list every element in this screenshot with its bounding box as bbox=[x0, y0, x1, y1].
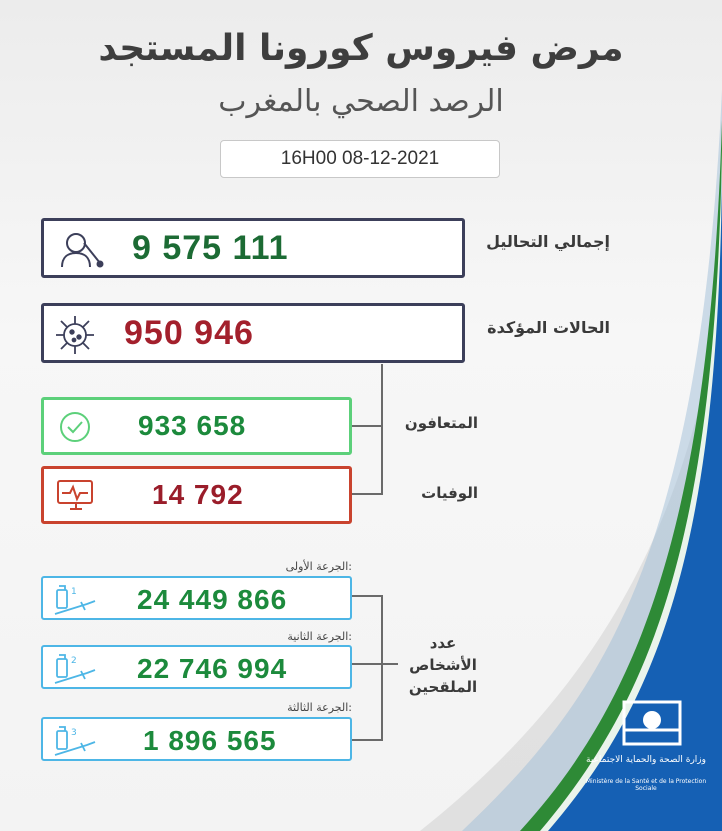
dose1-number: 1 bbox=[71, 587, 77, 597]
confirmed-value: 950 946 bbox=[124, 314, 254, 352]
heart-monitor-icon bbox=[56, 479, 96, 515]
tests-card bbox=[41, 218, 465, 278]
page-subtitle: الرصد الصحي بالمغرب bbox=[218, 84, 504, 119]
test-swab-icon bbox=[54, 227, 104, 271]
dose2-value: 22 746 994 bbox=[137, 653, 288, 684]
tests-label: إجمالي التحاليل bbox=[486, 232, 610, 251]
dose1-label: الجرعة الأولى: bbox=[285, 560, 352, 573]
recovered-value: 933 658 bbox=[138, 410, 247, 441]
dose2-label: الجرعة الثانية: bbox=[287, 630, 352, 643]
vaccinated-group-label: عدد الأشخاص الملقحين bbox=[408, 634, 478, 696]
ministry-name-ar: وزارة الصحة والحماية الاجتماعية bbox=[586, 755, 706, 765]
dose3-card bbox=[41, 717, 352, 761]
virus-icon bbox=[52, 312, 98, 358]
dose1-card bbox=[41, 576, 352, 620]
tests-value: 9 575 111 bbox=[132, 229, 289, 267]
date-badge: 16H00 08-12-2021 bbox=[220, 140, 500, 178]
dose1-value: 24 449 866 bbox=[137, 584, 288, 615]
dose3-label: الجرعة الثالثة: bbox=[287, 701, 352, 714]
vaccine-vial-icon bbox=[51, 723, 101, 759]
vaccine-vial-icon bbox=[51, 582, 101, 618]
ministry-name-fr: Ministère de la Santé et de la Protection Sociale bbox=[585, 778, 707, 792]
deaths-label: الوفيات bbox=[421, 484, 478, 502]
deaths-card bbox=[41, 466, 352, 524]
ministry-logo bbox=[622, 700, 682, 750]
vaccine-vial-icon bbox=[51, 651, 101, 687]
recovered-card bbox=[41, 397, 352, 455]
recovered-label: المتعافون bbox=[404, 414, 478, 432]
confirmed-label: الحالات المؤكدة bbox=[487, 318, 610, 337]
dose2-card bbox=[41, 645, 352, 689]
deaths-value: 14 792 bbox=[152, 479, 244, 510]
confirmed-card bbox=[41, 303, 465, 363]
dose2-number: 2 bbox=[71, 656, 77, 666]
dose3-number: 3 bbox=[71, 728, 77, 738]
page-title: مرض فيروس كورونا المستجد bbox=[98, 28, 624, 69]
check-circle-icon bbox=[58, 410, 92, 444]
dose3-value: 1 896 565 bbox=[143, 725, 277, 756]
